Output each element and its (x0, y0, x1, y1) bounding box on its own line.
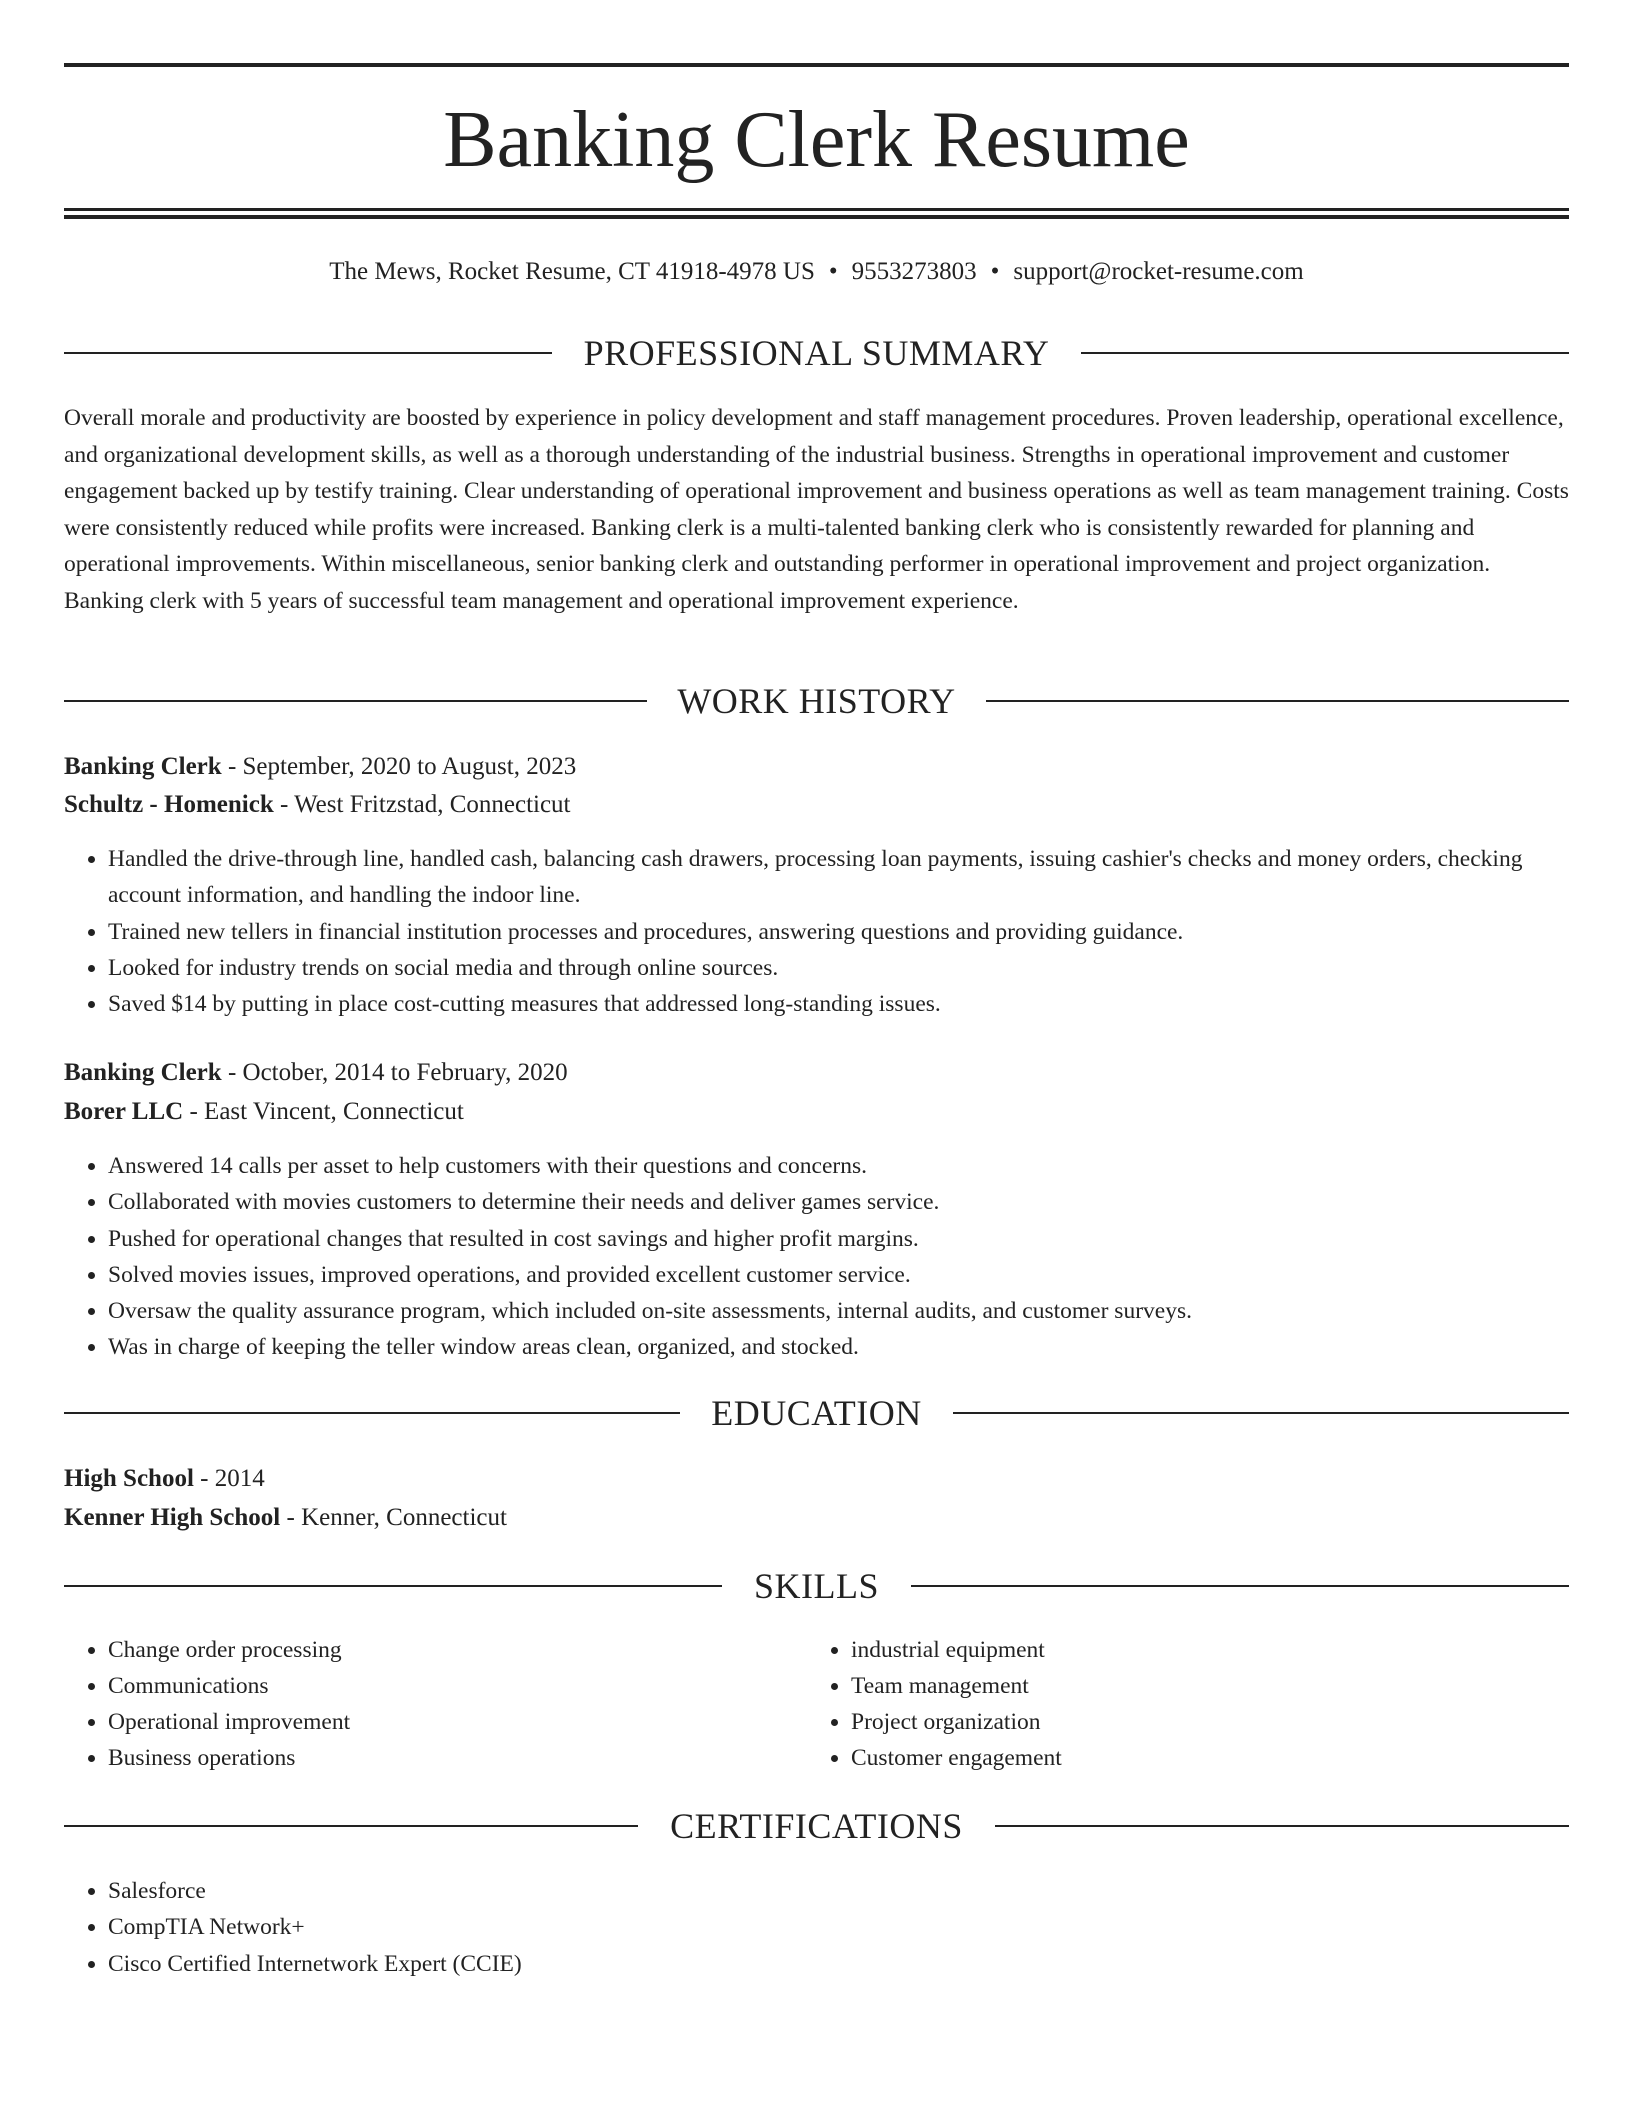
section-heading-education (64, 1391, 1569, 1435)
job-title: Banking Clerk (64, 753, 222, 780)
section-title: EDUCATION (711, 1393, 922, 1433)
skills-list-right (807, 1632, 1551, 1776)
job-title-line (64, 748, 576, 786)
contact-separator: • (828, 258, 838, 285)
certification-item: • Cisco Certified Internetwork Expert (CCIE) (108, 1946, 1569, 1982)
skill-item: • industrial equipment (851, 1632, 1551, 1668)
list-item: • Pushed for operational changes that resulted in cost savings and higher profit margins. (108, 1221, 1569, 1257)
job-bullets (64, 841, 1569, 1022)
contact-separator: • (990, 258, 1000, 285)
top-rule (64, 63, 1569, 67)
contact-line (64, 254, 1569, 290)
heading-rule-right (986, 700, 1569, 702)
contact-email: support@rocket-resume.com (1013, 258, 1304, 285)
skill-item: • Team management (851, 1668, 1551, 1704)
list-item: • Was in charge of keeping the teller window areas clean, organized, and stocked. (108, 1329, 1569, 1365)
section-title: CERTIFICATIONS (670, 1806, 963, 1846)
education-location: - Kenner, Connecticut (280, 1504, 507, 1531)
section-title: WORK HISTORY (677, 681, 956, 721)
education-school-line (64, 1499, 507, 1537)
skill-item: • Change order processing (108, 1632, 808, 1668)
list-item: • Collaborated with movies customers to determine their needs and deliver games service. (108, 1184, 1569, 1220)
skills-list-left (64, 1632, 808, 1776)
heading-rule-right (1081, 352, 1569, 354)
certifications-list (64, 1873, 1569, 1982)
education-degree-line (64, 1460, 265, 1498)
education-degree: High School (64, 1465, 194, 1492)
skill-item: • Business operations (108, 1740, 808, 1776)
section-heading-skills (64, 1564, 1569, 1608)
contact-address: The Mews, Rocket Resume, CT 41918-4978 US (329, 258, 815, 285)
job-company: Borer LLC (64, 1098, 184, 1125)
job-title-line (64, 1054, 568, 1092)
heading-rule-right (911, 1585, 1569, 1587)
skill-item: • Communications (108, 1668, 808, 1704)
list-item: • Saved $14 by putting in place cost-cutting measures that addressed long-standing issues. (108, 986, 1569, 1022)
list-item: • Trained new tellers in financial institution processes and procedures, answering questions and providing guidance. (108, 914, 1569, 950)
heading-rule-right (953, 1412, 1569, 1414)
summary-text: Overall morale and productivity are boosted by experience in policy development and staff management procedures. Proven leadership, operational excellence, and organizational development skills, as well as a thorough understanding of the industrial business. Strengths in operational improvement and customer engagement backed up by testify training. Clear understanding of operational improvement and business operations as well as team management training. Costs were consistently reduced while profits were increased. Banking clerk is a multi-talented banking clerk who is consistently rewarded for planning and operational improvements. Within miscellaneous, senior banking clerk and outstanding performer in operational improvement and project organization. Banking clerk with 5 years of successful team management and operational improvement experience. (64, 405, 1569, 614)
list-item: • Answered 14 calls per asset to help customers with their questions and concerns. (108, 1148, 1569, 1184)
section-heading-summary (64, 331, 1569, 375)
job-dates: - October, 2014 to February, 2020 (221, 1059, 568, 1086)
job-dates: - September, 2020 to August, 2023 (221, 753, 577, 780)
job-bullets (64, 1148, 1569, 1366)
list-item: • Handled the drive-through line, handled cash, balancing cash drawers, processing loan payments, issuing cashier's checks and money orders, checking account information, and handling the indoor line. (108, 841, 1569, 914)
job-company-line (64, 786, 571, 824)
skill-item: • Operational improvement (108, 1704, 808, 1740)
section-heading-certifications (64, 1804, 1569, 1848)
skill-item: • Project organization (851, 1704, 1551, 1740)
job-location: - West Fritzstad, Connecticut (273, 791, 571, 818)
education-school: Kenner High School (64, 1504, 281, 1531)
job-location: - East Vincent, Connecticut (183, 1098, 464, 1125)
contact-phone: 9553273803 (851, 258, 977, 285)
certification-item: • Salesforce (108, 1873, 1569, 1909)
section-heading-work (64, 679, 1569, 723)
section-title: PROFESSIONAL SUMMARY (583, 333, 1050, 373)
job-company-line (64, 1093, 464, 1131)
title-rule-upper (64, 208, 1569, 211)
heading-rule-right (995, 1825, 1569, 1827)
job-company: Schultz - Homenick (64, 791, 274, 818)
title-rule-lower (64, 215, 1569, 219)
skill-item: • Customer engagement (851, 1740, 1551, 1776)
education-year: - 2014 (193, 1465, 265, 1492)
list-item: • Solved movies issues, improved operations, and provided excellent customer service. (108, 1257, 1569, 1293)
list-item: • Oversaw the quality assurance program, which included on-site assessments, internal audits, and customer surveys. (108, 1293, 1569, 1329)
certification-item: • CompTIA Network+ (108, 1909, 1569, 1945)
list-item: • Looked for industry trends on social media and through online sources. (108, 950, 1569, 986)
job-title: Banking Clerk (64, 1059, 222, 1086)
page-title: Banking Clerk Resume (443, 96, 1190, 184)
section-title: SKILLS (753, 1566, 879, 1606)
